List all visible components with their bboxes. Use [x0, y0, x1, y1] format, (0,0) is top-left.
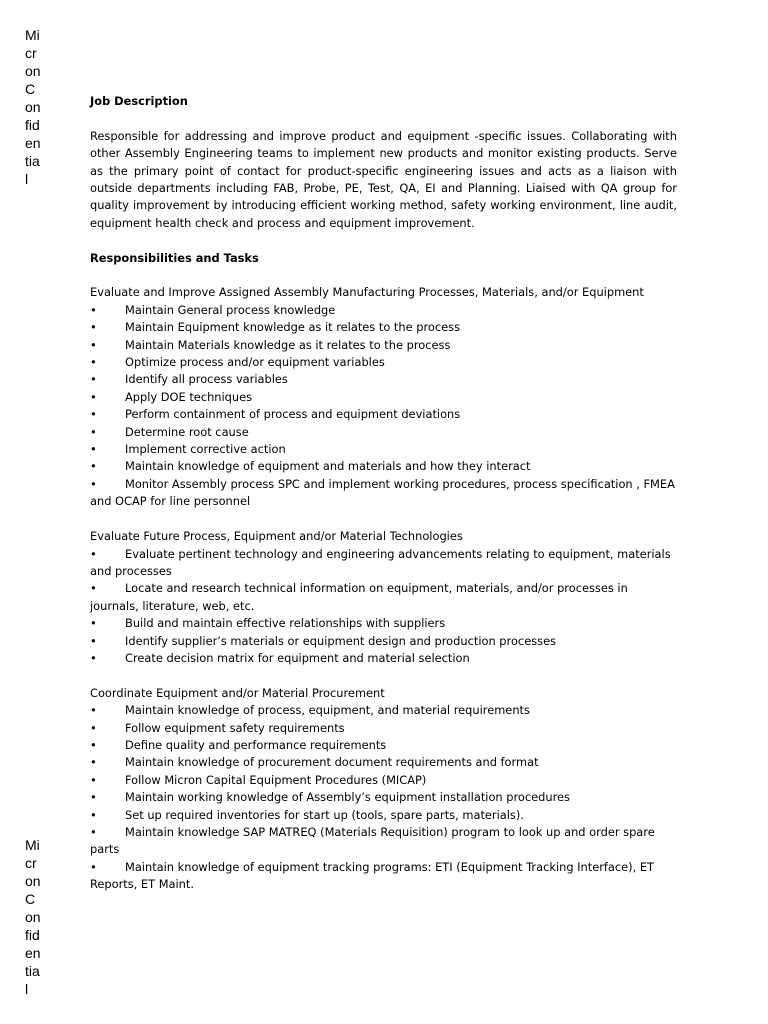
task-item [90, 807, 677, 824]
task-item [90, 737, 677, 754]
bullet-icon: • [90, 546, 97, 561]
task-text: Identify supplier’s materials or equipment design and production processes [125, 633, 557, 648]
task-item [90, 302, 677, 319]
bullet-icon: • [90, 581, 97, 596]
document-body [90, 93, 677, 894]
bullet-icon: • [90, 859, 97, 874]
task-item [90, 650, 677, 667]
task-text: Define quality and performance requirements [125, 737, 387, 752]
responsibilities-heading: Responsibilities and Tasks [90, 250, 259, 265]
confidential-watermark-bottom: Mi cr on C on fid en tia l [25, 837, 41, 997]
task-list [90, 546, 677, 668]
bullet-icon: • [90, 424, 97, 439]
task-text: Locate and research technical information on equipment, materials, and/or processes in journals, literature, web, etc. [90, 581, 628, 613]
task-item [90, 754, 677, 771]
bullet-icon: • [90, 302, 97, 317]
task-text: Maintain knowledge SAP MATREQ (Materials Requisition) program to look up and order spare parts [90, 824, 655, 857]
task-text: Monitor Assembly process SPC and implement working procedures, process specification , FMEA and OCAP for line personnel [90, 476, 675, 509]
task-text: Maintain knowledge of equipment and materials and how they interact [125, 459, 531, 474]
task-text: Optimize process and/or equipment variables [125, 355, 385, 370]
task-item [90, 772, 677, 789]
task-text: Set up required inventories for start up (tools, spare parts, materials). [125, 807, 524, 822]
bullet-icon: • [90, 703, 97, 718]
task-text: Apply DOE techniques [125, 389, 253, 404]
bullet-icon: • [90, 459, 97, 474]
task-item [90, 354, 677, 371]
task-text: Create decision matrix for equipment and material selection [125, 650, 470, 665]
task-text: Follow equipment safety requirements [125, 720, 345, 735]
bullet-icon: • [90, 650, 97, 665]
task-item [90, 441, 677, 458]
bullet-icon: • [90, 633, 97, 648]
bullet-icon: • [90, 320, 97, 335]
bullet-icon: • [90, 476, 97, 491]
bullet-icon: • [90, 372, 97, 387]
task-list [90, 702, 677, 893]
bullet-icon: • [90, 389, 97, 404]
task-text: Maintain Equipment knowledge as it relates to the process [125, 320, 460, 335]
task-text: Follow Micron Capital Equipment Procedures (MICAP) [125, 772, 427, 787]
bullet-icon: • [90, 807, 97, 822]
bullet-icon: • [90, 442, 97, 457]
task-item [90, 458, 677, 475]
task-text: Implement corrective action [125, 442, 286, 457]
task-text: Maintain Materials knowledge as it relates to the process [125, 337, 451, 352]
task-text: Maintain knowledge of equipment tracking programs: ETI (Equipment Tracking Interface), ET Reports, ET Maint. [90, 859, 655, 892]
bullet-icon: • [90, 772, 97, 787]
task-text: Perform containment of process and equipment deviations [125, 407, 461, 422]
task-item [90, 389, 677, 406]
job-description-text: Responsible for addressing and improve product and equipment -specific issues. Collaborating with other Assembly Engineering teams to implement new products and monitor existing products. Serve as the primary point of contact for product-specific engineering issues and acts as a liaison with outside departments including FAB, Probe, PE, Test, QA, EI and Planning. Liaised with QA group for quality improvement by introducing efficient working method, safety working environment, line audit, equipment health check and process and equipment improvement. [90, 128, 677, 230]
task-text: Build and maintain effective relationships with suppliers [125, 616, 446, 631]
bullet-icon: • [90, 790, 97, 805]
bullet-icon: • [90, 755, 97, 770]
task-item [90, 580, 677, 615]
task-text: Identify all process variables [125, 372, 288, 387]
job-description-heading: Job Description [90, 94, 188, 108]
bullet-icon: • [90, 407, 97, 422]
confidential-watermark-top: Mi cr on C on fid en tia l [25, 27, 41, 187]
section-title: Coordinate Equipment and/or Material Procurement [90, 685, 385, 700]
bullet-icon: • [90, 616, 97, 631]
responsibility-sections [90, 284, 677, 893]
task-item [90, 337, 677, 354]
task-item [90, 476, 677, 511]
bullet-icon: • [90, 355, 97, 370]
task-text: Maintain General process knowledge [125, 302, 336, 317]
task-item [90, 859, 677, 894]
task-item [90, 789, 677, 806]
task-item [90, 633, 677, 650]
section-title: Evaluate Future Process, Equipment and/or Material Technologies [90, 529, 463, 544]
bullet-icon: • [90, 824, 97, 839]
section-title: Evaluate and Improve Assigned Assembly Manufacturing Processes, Materials, and/or Equipment [90, 285, 644, 300]
task-item [90, 720, 677, 737]
bullet-icon: • [90, 337, 97, 352]
bullet-icon: • [90, 720, 97, 735]
task-item [90, 406, 677, 423]
task-text: Maintain knowledge of procurement document requirements and format [125, 755, 539, 770]
task-item [90, 824, 677, 859]
task-text: Evaluate pertinent technology and engineering advancements relating to equipment, materials and processes [90, 546, 671, 578]
task-item [90, 546, 677, 581]
task-item [90, 615, 677, 632]
task-item [90, 319, 677, 336]
task-item [90, 371, 677, 388]
bullet-icon: • [90, 737, 97, 752]
task-item [90, 702, 677, 719]
task-text: Determine root cause [125, 424, 249, 439]
task-text: Maintain knowledge of process, equipment, and material requirements [125, 703, 530, 718]
task-list [90, 302, 677, 511]
task-item [90, 424, 677, 441]
task-text: Maintain working knowledge of Assembly’s equipment installation procedures [125, 790, 570, 805]
